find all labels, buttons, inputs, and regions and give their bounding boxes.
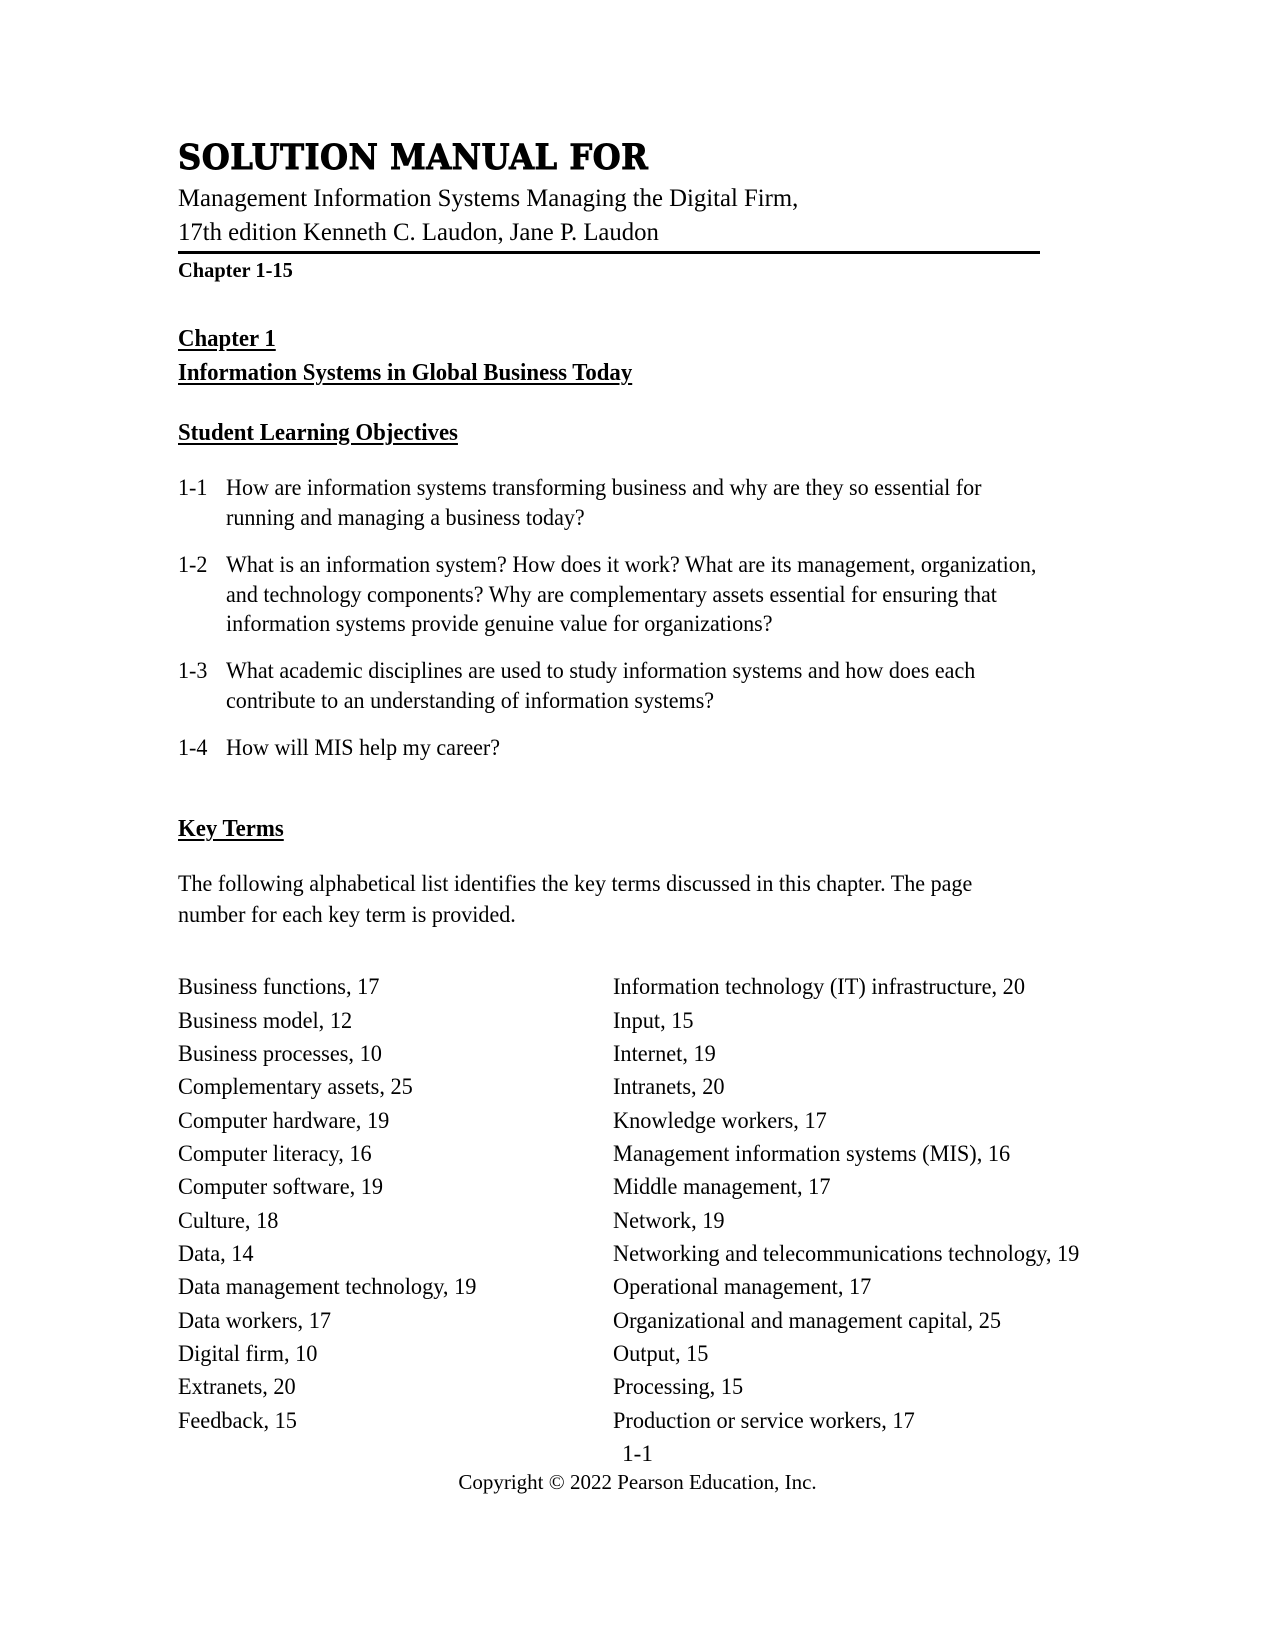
list-item: Organizational and management capital, 25 xyxy=(613,1307,1002,1333)
list-item: Computer software, 19 xyxy=(178,1174,384,1200)
list-item: Operational management, 17 xyxy=(613,1274,872,1300)
masthead-title: SOLUTION MANUAL FOR xyxy=(178,137,649,178)
key-terms-heading xyxy=(178,814,1081,845)
list-item: Management information systems (MIS), 16 xyxy=(613,1141,1011,1167)
chapter-title-text: Information Systems in Global Business Today xyxy=(178,359,633,386)
student-learning-objectives-heading xyxy=(178,418,1081,449)
chapter-number-text: Chapter 1 xyxy=(178,326,276,353)
page-footer xyxy=(0,1440,1275,1495)
page-content xyxy=(178,137,1128,1437)
list-item: Business functions, 17 xyxy=(178,974,380,1000)
list-item: Digital firm, 10 xyxy=(178,1341,318,1367)
list-item: Computer literacy, 16 xyxy=(178,1141,372,1167)
key-terms-columns xyxy=(178,970,1128,1437)
list-item: Data workers, 17 xyxy=(178,1307,332,1333)
list-item: Network, 19 xyxy=(613,1207,725,1233)
masthead-subtitle-line1: Management Information Systems Managing the Digital Firm, xyxy=(178,182,799,212)
list-item: Culture, 18 xyxy=(178,1207,279,1233)
masthead-subtitle-line2: 17th edition Kenneth C. Laudon, Jane P. Laudon xyxy=(178,216,659,246)
chapter-range-label: Chapter 1-15 xyxy=(178,257,293,282)
objective-text: How will MIS help my career? xyxy=(226,735,501,761)
list-item: Complementary assets, 25 xyxy=(178,1074,413,1100)
list-item: Production or service workers, 17 xyxy=(613,1407,916,1433)
list-item: Information technology (IT) infrastructure, 20 xyxy=(613,974,1026,1000)
learning-objectives-list xyxy=(178,473,1128,763)
objective-text: What academic disciplines are used to study information systems and how does each contribute to an understanding of information systems? xyxy=(226,658,976,714)
chapter-title-heading xyxy=(178,357,1081,390)
key-terms-intro-paragraph: The following alphabetical list identifies the key terms discussed in this chapter. The page number for each key term is provided. xyxy=(178,871,973,927)
list-item: Extranets, 20 xyxy=(178,1374,296,1400)
list-item: Business processes, 10 xyxy=(178,1041,382,1066)
key-terms-heading-text: Key Terms xyxy=(178,815,284,842)
objective-text: What is an information system? How does it work? What are its management, organization, and technology components? Why are complementary assets essential for ensuring that information systems provide genuine value for organizations? xyxy=(226,551,1037,637)
list-item xyxy=(178,550,1090,640)
list-item: Networking and telecommunications technology, 19 xyxy=(613,1241,1080,1267)
masthead xyxy=(178,137,1128,283)
list-item: Feedback, 15 xyxy=(178,1407,297,1433)
list-item: Input, 15 xyxy=(613,1007,694,1033)
student-learning-objectives-heading-text: Student Learning Objectives xyxy=(178,419,458,446)
chapter-number-heading xyxy=(178,323,1081,356)
list-item: Processing, 15 xyxy=(613,1374,744,1400)
key-terms-column-left xyxy=(178,970,613,1437)
footer-page-number: 1-1 xyxy=(622,1441,653,1466)
key-terms-column-right xyxy=(613,970,1128,1437)
list-item: Business model, 12 xyxy=(178,1007,353,1033)
list-item: Internet, 19 xyxy=(613,1041,717,1066)
list-item: Intranets, 20 xyxy=(613,1074,725,1100)
objective-number: 1-4 xyxy=(178,735,208,761)
objective-number: 1-3 xyxy=(178,658,208,684)
list-item: Middle management, 17 xyxy=(613,1174,831,1200)
objective-number: 1-2 xyxy=(178,551,208,577)
list-item: Data management technology, 19 xyxy=(178,1274,477,1300)
list-item: Output, 15 xyxy=(613,1341,709,1367)
objective-number: 1-1 xyxy=(178,474,208,500)
footer-copyright: Copyright © 2022 Pearson Education, Inc. xyxy=(458,1469,817,1494)
masthead-divider xyxy=(178,251,1040,254)
list-item xyxy=(178,473,1090,533)
chapter-heading-block xyxy=(178,323,1128,389)
list-item: Computer hardware, 19 xyxy=(178,1107,390,1133)
list-item: Data, 14 xyxy=(178,1241,254,1267)
objective-text: How are information systems transforming business and why are they so essential for running and managing a business today? xyxy=(226,474,982,530)
list-item xyxy=(178,656,1090,716)
list-item xyxy=(178,733,1090,763)
list-item: Knowledge workers, 17 xyxy=(613,1107,828,1133)
